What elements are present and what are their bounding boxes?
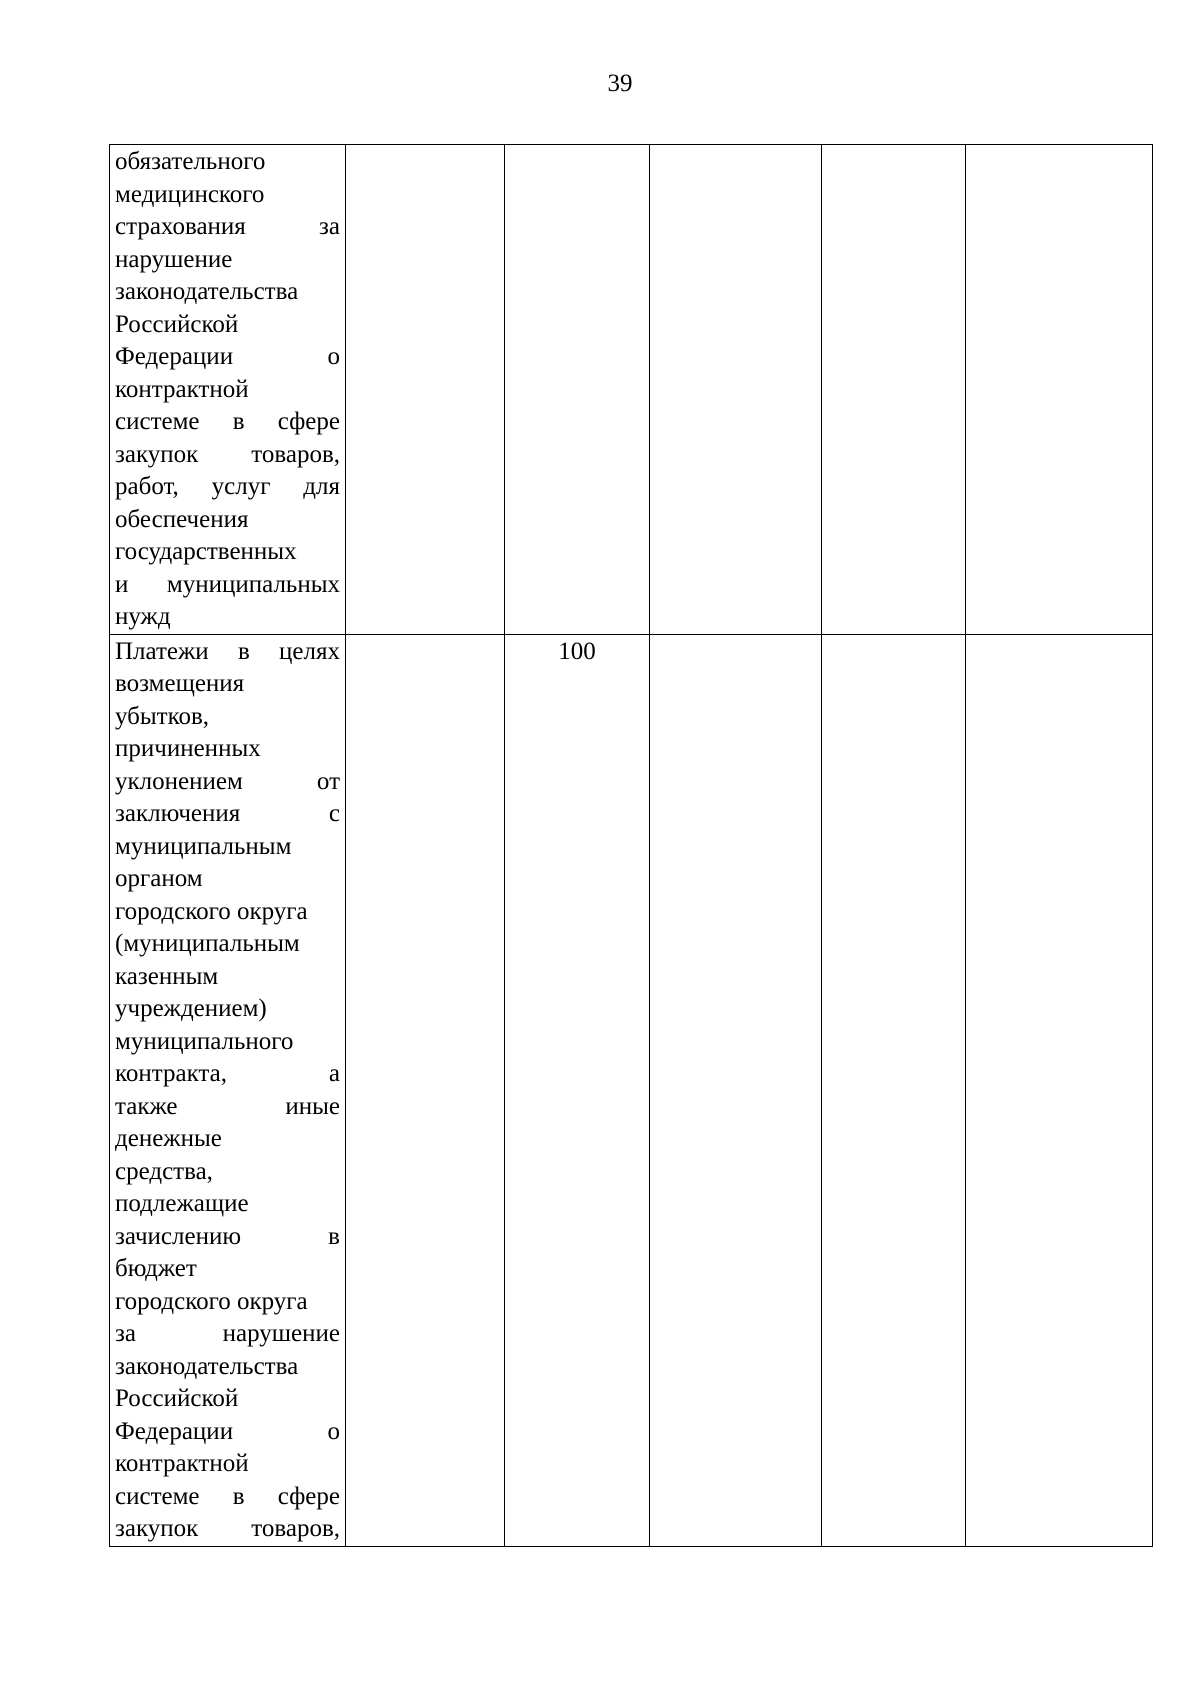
description-line: государственных [115,538,297,565]
description-line: заключения с [115,800,340,827]
empty-cell [966,145,1153,635]
description-line: денежные [115,1125,222,1152]
description-line: Российской [115,310,239,338]
empty-cell [346,145,505,635]
description-line: и муниципальных [115,570,340,598]
description-line: бюджет [115,1255,197,1282]
description-line: обязательного [115,148,266,175]
description-line: Российской [115,1385,239,1412]
page-number: 39 [607,70,633,97]
row-description [110,145,345,634]
empty-cell [650,634,822,1546]
row-value [505,145,649,146]
description-line: Федерации о [115,343,340,370]
description-line: нужд [115,603,171,630]
description-line: страхования за [115,213,340,240]
description-line: городского округа [115,1287,308,1315]
description-line: Платежи в целях [115,637,340,665]
description-line: городского округа [115,897,308,925]
table-row [110,634,1153,1546]
value-cell [505,145,650,635]
description-line: законодательства [115,1352,299,1380]
description-line: контракта, а [115,1060,340,1087]
description-line: муниципального [115,1027,294,1055]
empty-cell [822,145,966,635]
description-line: казенным [115,962,219,990]
description-line: системе в сфере [115,1482,340,1510]
description-line: Федерации о [115,1417,340,1445]
description-line: обеспечения [115,505,249,533]
row-value: 100 [558,637,596,665]
description-line: контрактной [115,1450,249,1477]
description-line: убытков, [115,702,210,730]
row-description [110,635,345,1546]
description-line: также иные [115,1092,340,1120]
budget-revenue-table [109,144,1153,1547]
description-line: возмещения [115,670,245,697]
description-line: медицинского [115,180,265,208]
description-line: работ, услуг для [115,473,340,500]
value-cell [505,634,650,1546]
description-line: (муниципальным [115,930,300,957]
description-line: закупок товаров, [115,440,340,468]
empty-cell [966,634,1153,1546]
description-line: контрактной [115,375,249,403]
description-line: причиненных [115,735,261,762]
description-line: закупок товаров, [115,1515,340,1542]
description-line: органом [115,865,203,892]
description-line: нарушение [115,245,233,273]
table-row [110,145,1153,635]
description-line: подлежащие [115,1190,249,1217]
description-line: уклонением от [115,767,340,795]
description-cell [110,145,346,635]
description-line: законодательства [115,278,299,305]
description-cell [110,634,346,1546]
description-line: за нарушение [115,1320,340,1347]
empty-cell [822,634,966,1546]
empty-cell [650,145,822,635]
description-line: учреждением) [115,995,267,1022]
empty-cell [346,634,505,1546]
description-line: средства, [115,1157,213,1185]
description-line: муниципальным [115,832,292,860]
description-line: системе в сфере [115,408,340,435]
description-line: зачислению в [115,1222,340,1250]
